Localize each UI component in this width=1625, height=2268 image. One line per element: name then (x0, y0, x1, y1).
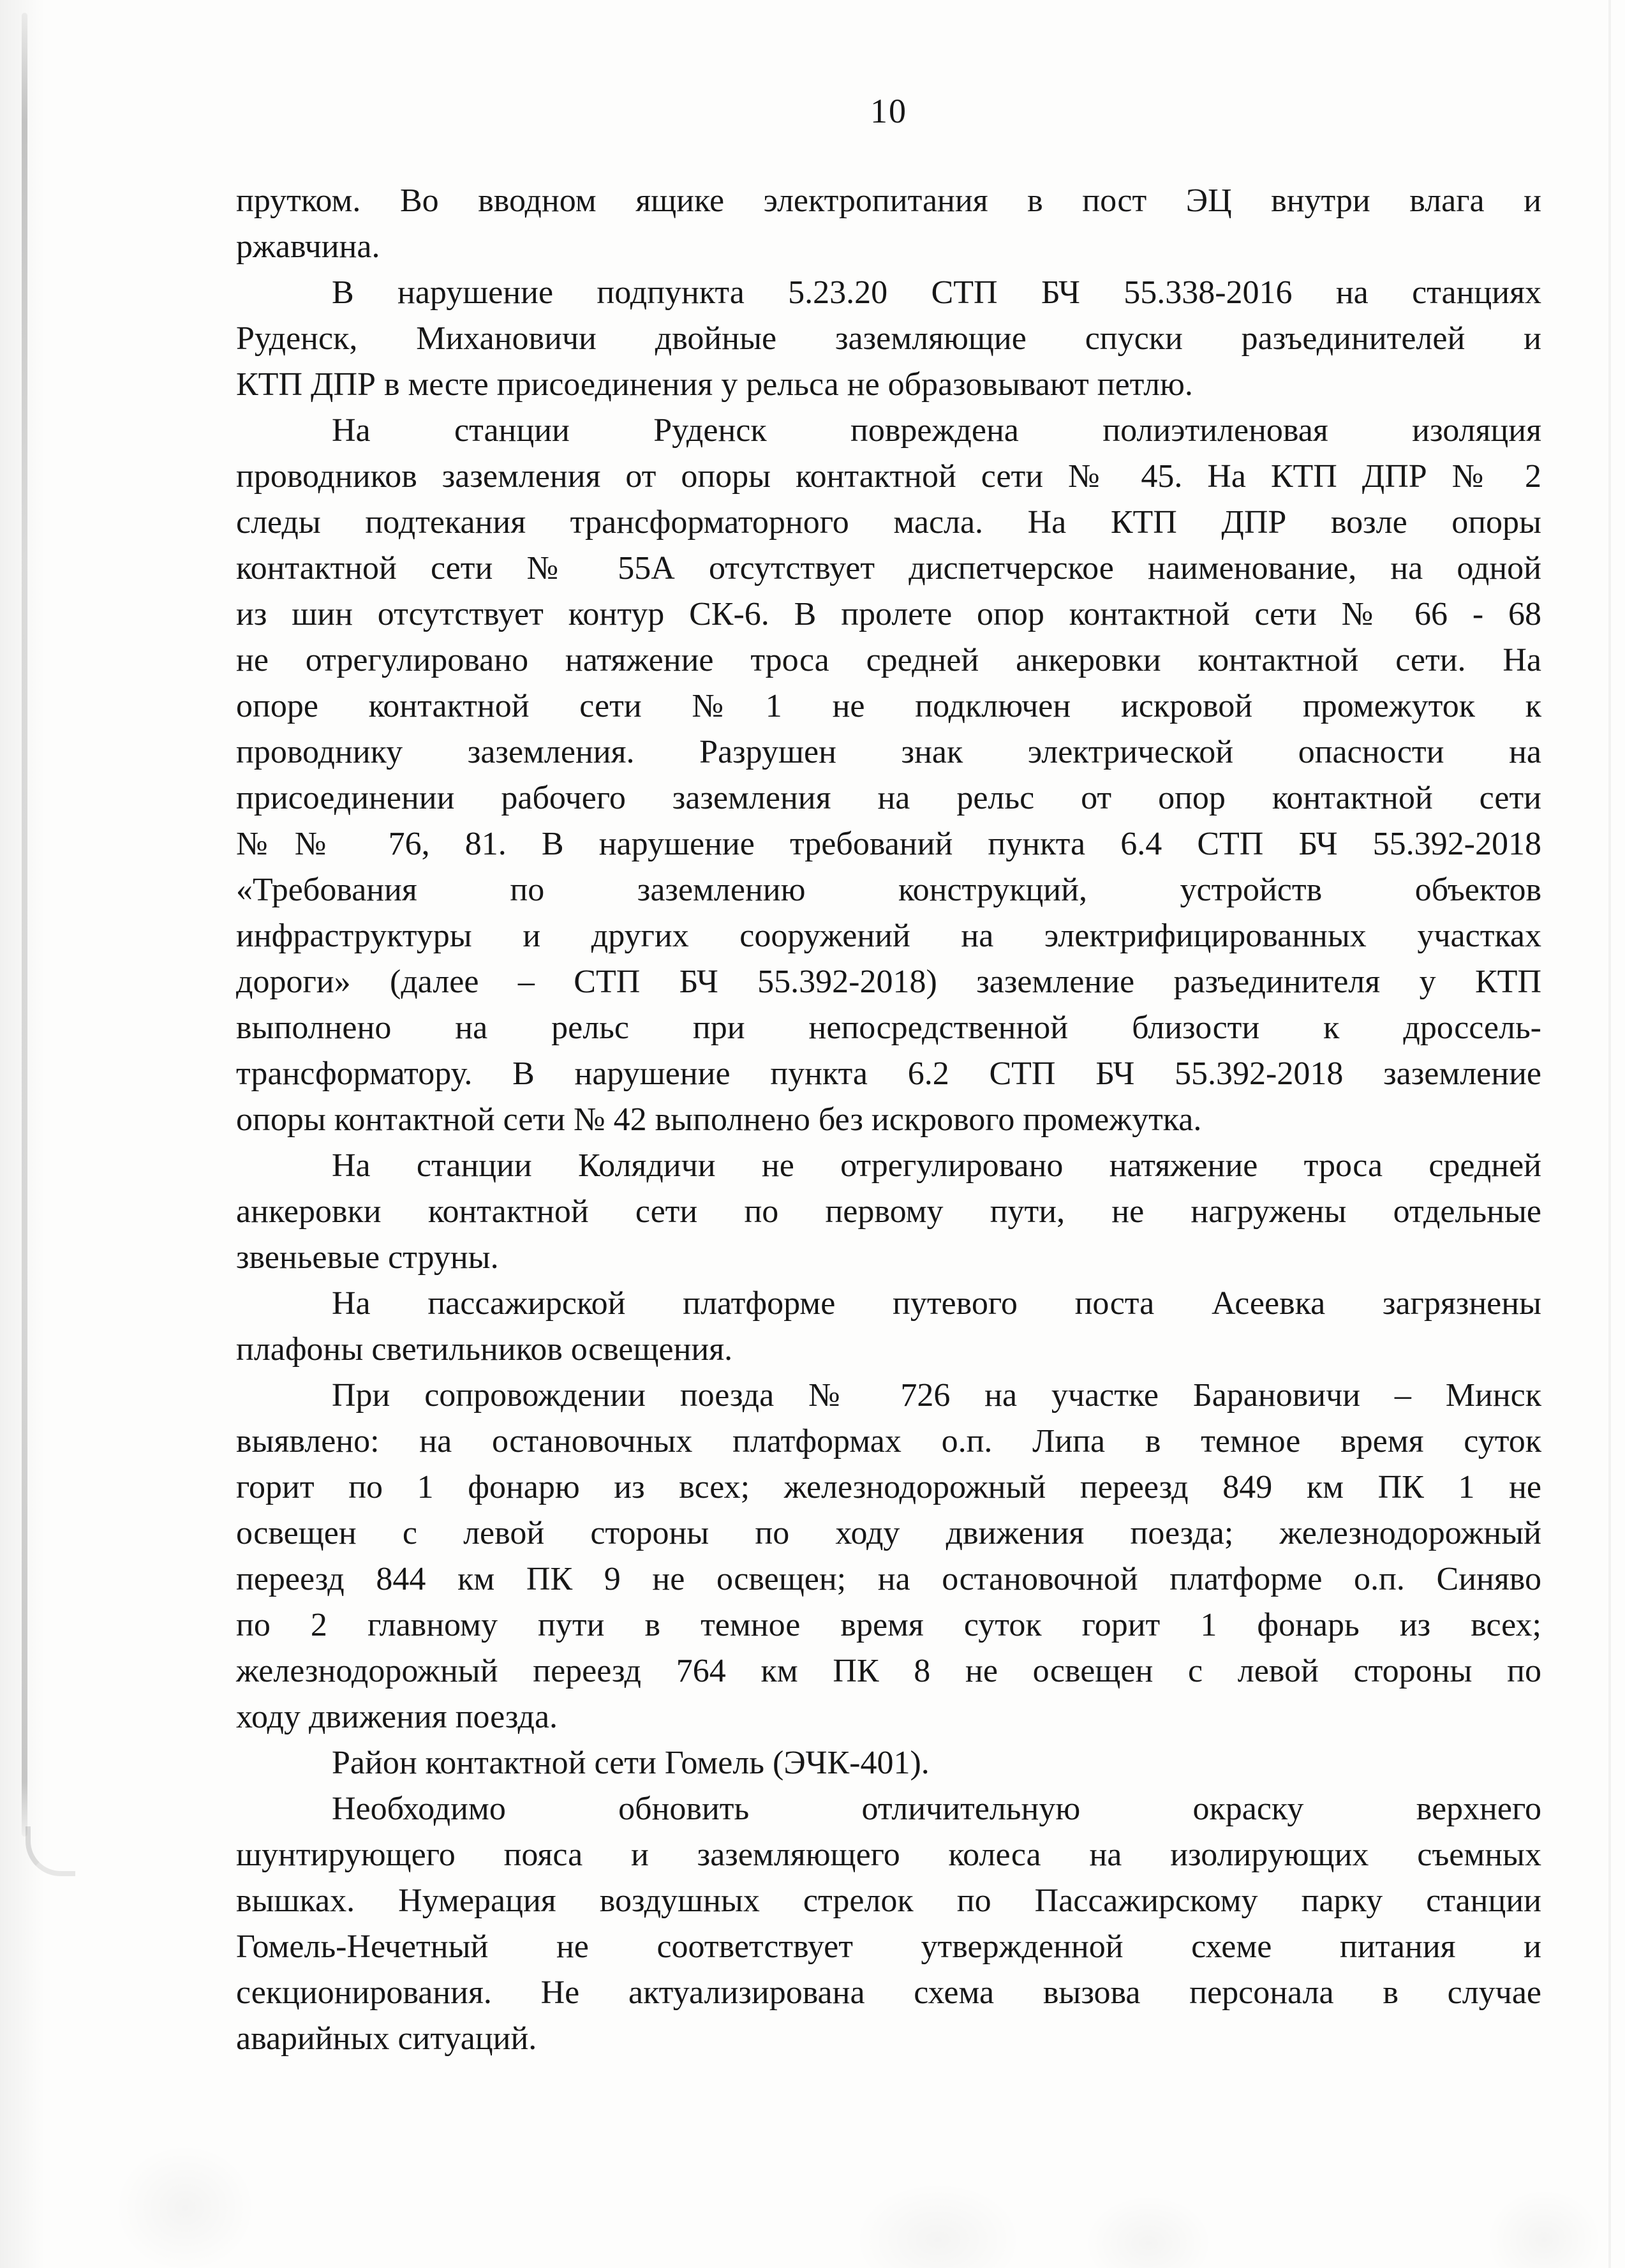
scan-smudge (115, 2144, 255, 2268)
text-line: горит по 1 фонарю из всех; железнодорожный переезд 849 км ПК 1 не (236, 1469, 1541, 1505)
text-line: железнодорожный переезд 764 км ПК 8 не освещен с левой стороны по (236, 1653, 1541, 1689)
text-line: трансформатору. В нарушение пункта 6.2 СТП БЧ 55.392-2018 заземление (236, 1056, 1541, 1092)
text-line: звеньевые струны. (236, 1239, 499, 1276)
text-line: ходу движения поезда. (236, 1699, 558, 1735)
text-line: На станции Руденск повреждена полиэтиленовая изоляция (332, 412, 1541, 449)
text-line: №№ 76, 81. В нарушение требований пункта 6.4 СТП БЧ 55.392-2018 (236, 826, 1541, 862)
text-line: На пассажирской платформе путевого поста Асеевка загрязнены (332, 1285, 1541, 1322)
text-line: по 2 главному пути в темное время суток горит 1 фонарь из всех; (236, 1607, 1541, 1643)
scan-smudge (855, 2182, 1021, 2268)
text-line: шунтирующего пояса и заземляющего колеса на изолирующих съемных (236, 1837, 1541, 1873)
paragraph (236, 408, 1541, 1143)
text-line: анкеровки контактной сети по первому пути, не нагружены отдельные (236, 1193, 1541, 1230)
text-line: вышках. Нумерация воздушных стрелок по Пассажирскому парку станции (236, 1883, 1541, 1919)
text-line: прутком. Во вводном ящике электропитания в пост ЭЦ внутри влага и (236, 183, 1541, 219)
text-line: плафоны светильников освещения. (236, 1331, 733, 1368)
text-line: выявлено: на остановочных платформах о.п. Липа в темное время суток (236, 1423, 1541, 1459)
paragraph (236, 178, 1541, 270)
text-line: присоединении рабочего заземления на рельс от опор контактной сети (236, 780, 1541, 816)
text-line: В нарушение подпункта 5.23.20 СТП БЧ 55.338-2016 на станциях (332, 274, 1541, 311)
page-edge-line-right (1608, 0, 1611, 2268)
text-line: Район контактной сети Гомель (ЭЧК-401). (332, 1745, 930, 1781)
paragraph (236, 270, 1541, 408)
text-line: освещен с левой стороны по ходу движения поезда; железнодорожный (236, 1515, 1541, 1551)
paragraph (236, 1373, 1541, 1740)
text-line: секционирования. Не актуализирована схема вызова персонала в случае (236, 1974, 1541, 2011)
document-body (236, 178, 1541, 2062)
text-line: выполнено на рельс при непосредственной близости к дроссель- (236, 1010, 1541, 1046)
text-line: КТП ДПР в месте присоединения у рельса не образовывают петлю. (236, 366, 1193, 403)
paragraph (236, 1143, 1541, 1281)
text-line: инфраструктуры и других сооружений на электрифицированных участках (236, 918, 1541, 954)
text-line: опоры контактной сети № 42 выполнено без искрового промежутка. (236, 1101, 1202, 1138)
text-line: следы подтекания трансформаторного масла. На КТП ДПР возле опоры (236, 504, 1541, 541)
text-line: ржавчина. (236, 228, 380, 265)
text-line: проводнику заземления. Разрушен знак электрической опасности на (236, 734, 1541, 770)
text-line: контактной сети № 55А отсутствует диспетчерское наименование, на одной (236, 550, 1541, 586)
text-line: аварийных ситуаций. (236, 2020, 537, 2057)
text-line: При сопровождении поезда № 726 на участке Барановичи – Минск (332, 1377, 1541, 1414)
text-line: из шин отсутствует контур СК-6. В пролете опор контактной сети № 66 - 68 (236, 596, 1541, 632)
text-line: проводников заземления от опоры контактной сети № 45. На КТП ДПР № 2 (236, 458, 1541, 495)
scan-smudge (1085, 2195, 1212, 2268)
text-line: «Требования по заземлению конструкций, устройств объектов (236, 872, 1541, 908)
text-line: Необходимо обновить отличительную окраску верхнего (332, 1791, 1541, 1827)
text-line: опоре контактной сети №1 не подключен искровой промежуток к (236, 688, 1541, 724)
paragraph (236, 1281, 1541, 1373)
text-line: На станции Колядичи не отрегулировано натяжение троса средней (332, 1147, 1541, 1184)
text-line: не отрегулировано натяжение троса средней анкеровки контактной сети. На (236, 642, 1541, 678)
text-line: переезд 844 км ПК 9 не освещен; на остановочной платформе о.п. Синяво (236, 1561, 1541, 1597)
text-line: дороги» (далее – СТП БЧ 55.392-2018) заземление разъединителя у КТП (236, 964, 1541, 1000)
scan-artifact-left-line (22, 13, 27, 1837)
scan-smudge (1487, 2189, 1601, 2268)
page-number: 10 (870, 92, 907, 130)
paragraph (236, 1786, 1541, 2062)
text-line: Руденск, Михановичи двойные заземляющие спуски разъединителей и (236, 320, 1541, 357)
paragraph (236, 1740, 1541, 1786)
text-line: Гомель-Нечетный не соответствует утвержденной схеме питания и (236, 1929, 1541, 1965)
